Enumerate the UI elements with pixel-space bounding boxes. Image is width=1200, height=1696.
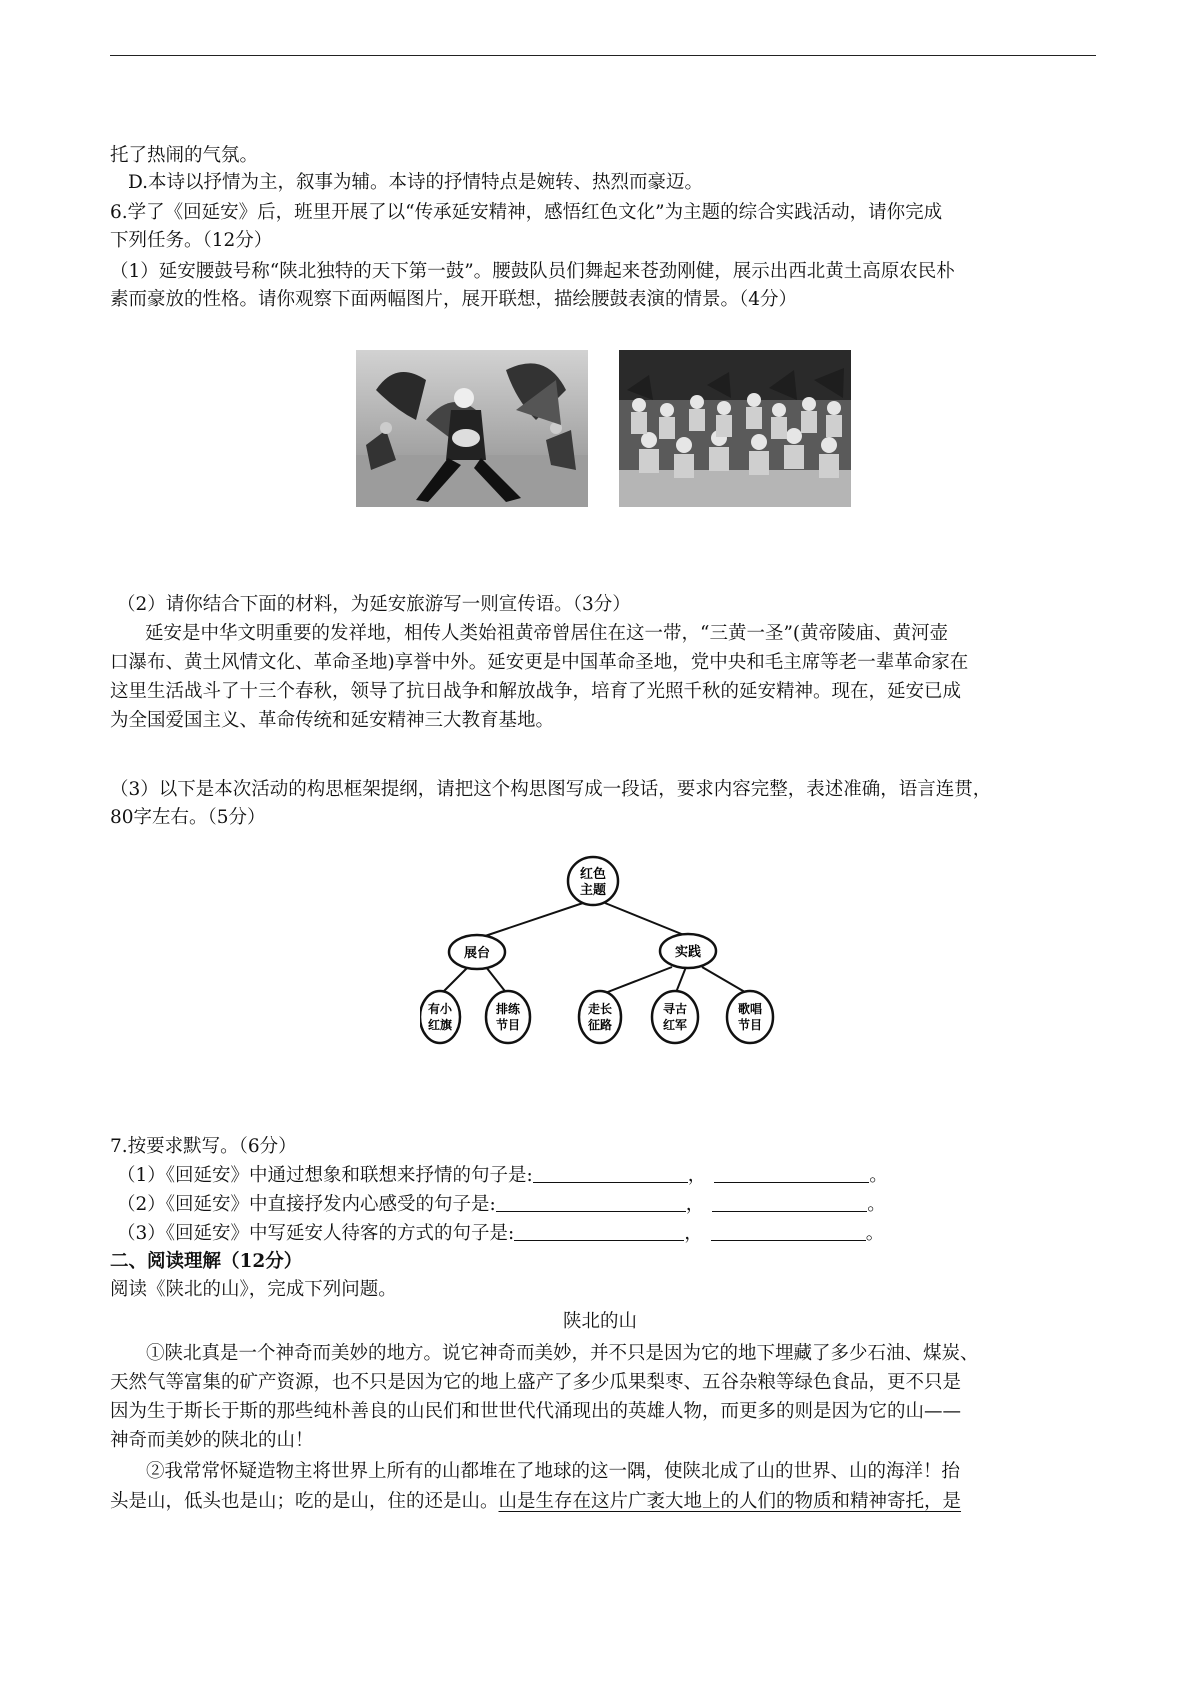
leaf-node-2 (486, 991, 530, 1043)
q7-stem: 7.按要求默写。（6分） (110, 1136, 297, 1157)
leaf-4-label-1: 寻古 (662, 1002, 688, 1016)
q6-part3-line2: 80字左右。（5分） (110, 807, 266, 828)
material-line3: 这里生活战斗了十三个春秋，领导了抗日战争和解放战争，培育了光照千秋的延安精神。现在，延安已成 (110, 681, 962, 702)
article-para1-line1: ①陕北真是一个神奇而美妙的地方。说它神奇而美妙，并不只是因为它的地下埋藏了多少石油、煤炭、 (146, 1343, 979, 1364)
q6-part1-line2: 素而豪放的性格。请你观察下面两幅图片，展开联想，描绘腰鼓表演的情景。（4分） (110, 289, 798, 310)
waist-drum-photo-2 (619, 350, 851, 507)
q7-item-1-text: （1）《回延安》中通过想象和联想来抒情的句子是: (117, 1165, 533, 1186)
leaf-node-3 (579, 991, 621, 1043)
leaf-node-4 (652, 991, 698, 1043)
article-para1-line3: 因为生于斯长于斯的那些纯朴善良的山民们和世世代代涌现出的英雄人物，而更多的则是因为它的山—— (110, 1401, 962, 1422)
q7-item-3-text: （3）《回延安》中写延安人待客的方式的句子是: (117, 1223, 515, 1244)
answer-blank[interactable] (712, 1193, 867, 1212)
q6-stem-line2: 下列任务。（12分） (110, 230, 273, 251)
para2-text: 头是山，低头也是山；吃的是山，住的还是山。 (110, 1491, 499, 1512)
article-para2-line1: ②我常常怀疑造物主将世界上所有的山都堆在了地球的这一隅，使陕北成了山的世界、山的海洋！抬 (146, 1461, 961, 1482)
q7-item-2-text: （2）《回延安》中直接抒发内心感受的句子是: (117, 1194, 496, 1215)
q6-part1-line1: （1）延安腰鼓号称“陕北独特的天下第一鼓”。腰鼓队员们舞起来苍劲刚健，展示出西北黄土高原农民朴 (110, 261, 955, 282)
comma: ， (685, 1194, 705, 1215)
answer-blank[interactable] (711, 1222, 866, 1241)
root-node (568, 857, 618, 905)
root-label-1: 红色 (579, 867, 607, 882)
q6-stem-line1: 6.学了《回延安》后，班里开展了以“传承延安精神，感悟红色文化”为主题的综合实践活动，请你完成 (110, 202, 943, 223)
underlined-sentence: 山是生存在这片广袤大地上的人们的物质和精神寄托，是 (498, 1491, 962, 1512)
material-line4: 为全国爱国主义、革命传统和延安精神三大教育基地。 (110, 710, 555, 731)
material-line1: 延安是中华文明重要的发祥地，相传人类始祖黄帝曾居住在这一带，“三黄一圣”(黄帝陵庙、黄河壶 (145, 623, 949, 644)
leaf-2-label-1: 排练 (495, 1002, 521, 1016)
header-rule (110, 55, 1096, 56)
root-label-2: 主题 (579, 883, 607, 898)
right-node-label: 实践 (674, 945, 702, 960)
right-node (660, 934, 716, 968)
left-node-label: 展台 (463, 946, 491, 961)
reading-instruction: 阅读《陕北的山》，完成下列问题。 (110, 1279, 397, 1300)
leaf-node-5 (727, 991, 773, 1043)
waist-drum-photo-1 (356, 350, 588, 507)
leaf-2-label-2: 节目 (495, 1018, 521, 1032)
leaf-1-label-2: 红旗 (427, 1018, 453, 1032)
section-heading: 二、阅读理解（12分） (110, 1251, 303, 1272)
left-node (449, 935, 505, 969)
comma: ， (687, 1165, 707, 1186)
concept-tree-diagram (420, 855, 790, 1060)
text-line: 托了热闹的气氛。 (110, 145, 259, 166)
q6-part3-line1: （3）以下是本次活动的构思框架提纲，请把这个构思图写成一段话，要求内容完整，表述准确，语言连贯， (110, 779, 992, 800)
q6-part2-title: （2）请你结合下面的材料，为延安旅游写一则宣传语。（3分） (117, 594, 631, 615)
comma: ， (684, 1223, 703, 1244)
answer-blank[interactable] (496, 1193, 686, 1212)
leaf-1-label-1: 有小 (427, 1002, 453, 1016)
leaf-3-label-1: 走长 (587, 1002, 613, 1016)
article-para1-line4: 神奇而美妙的陕北的山！ (110, 1430, 314, 1451)
answer-blank[interactable] (533, 1164, 688, 1183)
leaf-5-label-1: 歌唱 (737, 1002, 763, 1016)
leaf-4-label-2: 红军 (662, 1018, 688, 1032)
q7-item-1 (117, 1163, 888, 1189)
answer-blank[interactable] (514, 1222, 684, 1241)
answer-blank[interactable] (714, 1164, 869, 1183)
option-d: D.本诗以抒情为主，叙事为辅。本诗的抒情特点是婉转、热烈而豪迈。 (128, 172, 704, 193)
leaf-node-1 (420, 991, 460, 1043)
leaf-3-label-2: 征路 (587, 1018, 613, 1032)
period: 。 (869, 1165, 888, 1186)
q7-item-3 (117, 1221, 884, 1247)
article-para2-line2 (110, 1489, 961, 1515)
article-para1-line2: 天然气等富集的矿产资源，也不只是因为它的地上盛产了多少瓜果梨枣、五谷杂粮等绿色食品，更不只是 (110, 1372, 962, 1393)
leaf-5-label-2: 节目 (737, 1018, 763, 1032)
material-line2: 口瀑布、黄土风情文化、革命圣地)享誉中外。延安更是中国革命圣地，党中央和毛主席等老一辈革命家在 (110, 652, 969, 673)
article-title: 陕北的山 (562, 1311, 637, 1332)
period: 。 (867, 1194, 886, 1215)
q7-item-2 (117, 1192, 886, 1218)
period: 。 (865, 1223, 885, 1244)
